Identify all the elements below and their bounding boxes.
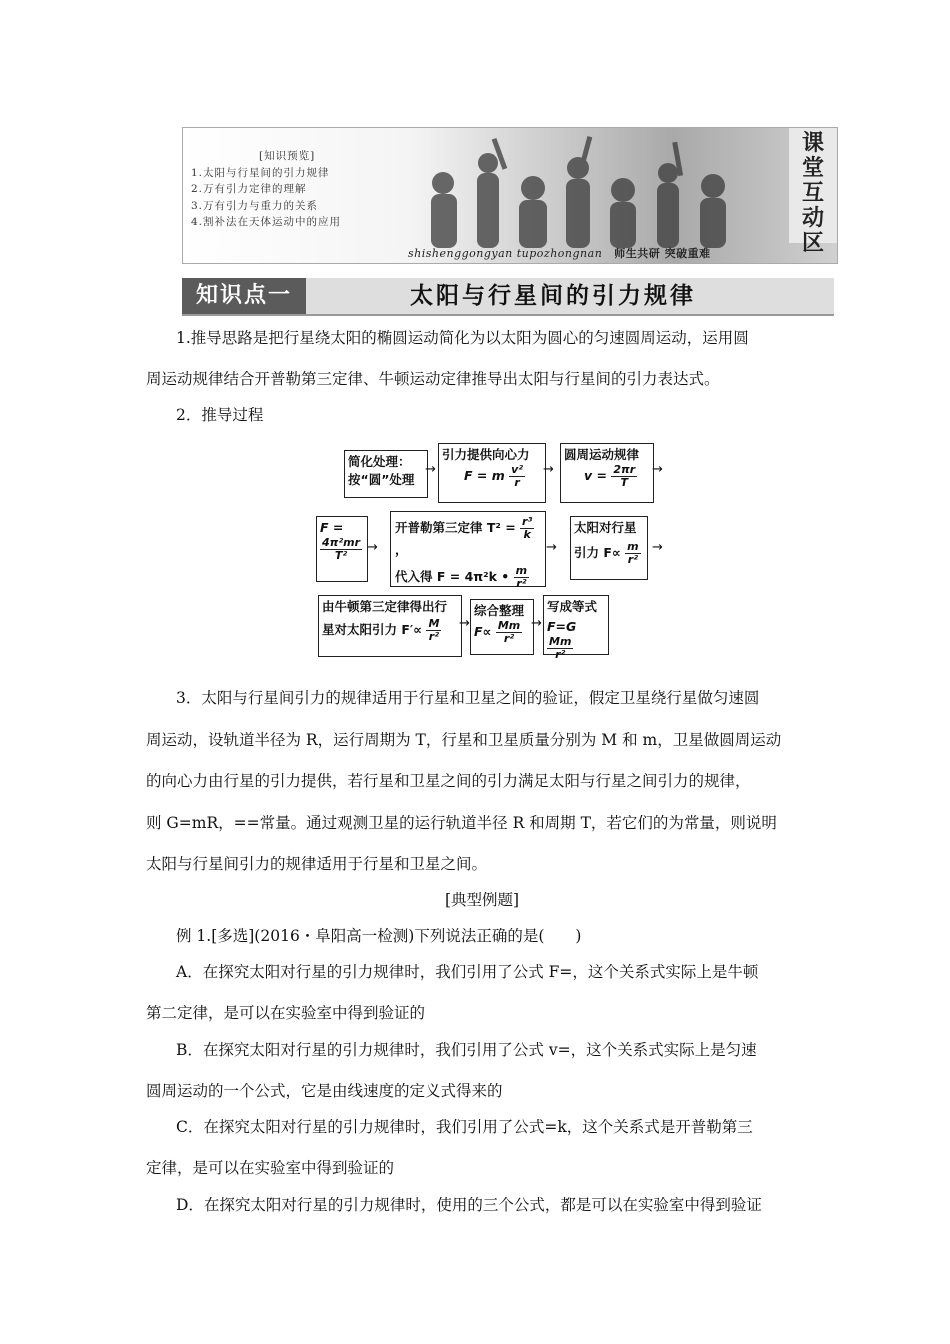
slogan-text: 师生共研 突破重难 (614, 247, 711, 260)
arrow-icon: → (543, 462, 554, 477)
flow-text: 由牛顿第三定律得出行 (322, 599, 448, 614)
numerator: Mm (497, 619, 521, 632)
flow-formula: F = m (464, 468, 505, 483)
flow-box-centripetal (438, 443, 546, 503)
paragraph-line: 则 G=mR，==常量。通过观测卫星的运行轨道半径 R 和周期 T，若它们的为常量，则说明 (146, 814, 777, 832)
flow-box-combine (470, 599, 534, 655)
paragraph-line: 1.推导思路是把行星绕太阳的椭圆运动简化为以太阳为圆心的匀速圆周运动，运用圆 (176, 329, 749, 347)
option-b-line: B．在探究太阳对行星的引力规律时，我们引用了公式 v=，这个关系式实际上是匀速 (176, 1041, 757, 1059)
paragraph-line: 3．太阳与行星间引力的规律适用于行星和卫星之间的验证，假定卫星绕行星做匀速圆 (176, 689, 760, 707)
paragraph-line: 的向心力由行星的引力提供，若行星和卫星之间的引力满足太阳与行星之间引力的规律， (146, 772, 751, 790)
banner-subtitle (408, 245, 711, 261)
flow-box-newton-third (318, 595, 462, 657)
flow-text: 引力 F∝ (574, 545, 621, 560)
numerator: M (428, 617, 440, 630)
preview-title: [知识预览] (259, 150, 316, 162)
example-heading: [典型例题] (445, 891, 520, 909)
knowledge-point-tag: 知识点一 (182, 278, 306, 314)
arrow-icon: → (652, 540, 663, 555)
example-stem: 例 1.[多选](2016・阜阳高一检测)下列说法正确的是( ) (176, 927, 582, 945)
arrow-icon: → (652, 462, 663, 477)
flow-text: 开普勒第三定律 T² = (395, 520, 516, 535)
arrow-icon: → (425, 462, 436, 477)
flow-box-force (316, 516, 368, 582)
title-char: 课 (801, 131, 824, 156)
flow-box-kepler: 开普勒第三定律 T² = $\frac{\text{r³}}{k}$ ， 代入得 F = 4π²k • $\frac{m}{\text{r²}}$ (390, 511, 546, 587)
arrow-icon: → (367, 540, 378, 555)
fraction (625, 541, 640, 566)
classroom-section-title (789, 128, 837, 256)
flow-text: 简化处理： (348, 454, 411, 469)
denominator: T (620, 476, 628, 489)
denominator: k (523, 528, 531, 541)
flow-text: 按“圆”处理 (348, 472, 415, 487)
fraction (547, 636, 573, 661)
arrow-icon: → (546, 540, 557, 555)
knowledge-preview (191, 148, 341, 231)
flow-text: 星对太阳引力 F′∝ (322, 622, 423, 637)
title-char: 区 (801, 231, 824, 256)
paragraph-line: 太阳与行星间引力的规律适用于行星和卫星之间。 (146, 855, 488, 873)
flow-formula: v = (584, 468, 607, 483)
option-a-line: A．在探究太阳对行星的引力规律时，我们引用了公式 F=，这个关系式实际上是牛顿 (176, 963, 759, 981)
flow-box-equation (543, 595, 609, 661)
classroom-crowd-image (413, 128, 753, 248)
denominator: r² (627, 553, 639, 566)
title-char: 动 (801, 206, 824, 231)
fraction (509, 464, 525, 489)
option-a-line: 第二定律，是可以在实验室中得到验证的 (146, 1004, 426, 1022)
fraction (514, 565, 529, 590)
flow-text: 引力提供向心力 (442, 447, 530, 462)
denominator: T² (334, 549, 348, 562)
denominator: r (514, 476, 520, 489)
option-c-line: C．在探究太阳对行星的引力规律时，我们引用了公式=k，这个关系式是开普勒第三 (176, 1118, 753, 1136)
arrow-icon: → (531, 616, 542, 631)
numerator: 4π²mr (322, 536, 361, 549)
section-banner (182, 127, 838, 264)
preview-item: 4.割补法在天体运动中的应用 (191, 216, 342, 228)
knowledge-point-header (182, 278, 834, 316)
fraction (426, 618, 441, 643)
flow-box-sun-on-planet (570, 516, 648, 580)
flow-formula: F∝ (474, 624, 492, 639)
numerator: v² (511, 463, 524, 476)
numerator: m (515, 564, 528, 577)
fraction (611, 464, 637, 489)
option-d-line: D．在探究太阳对行星的引力规律时，使用的三个公式，都是可以在实验室中得到验证 (176, 1196, 762, 1214)
option-c-line: 定律，是可以在实验室中得到验证的 (146, 1159, 395, 1177)
numerator: m (627, 540, 639, 553)
denominator: r² (555, 648, 566, 661)
fraction (520, 516, 534, 541)
flow-box-circular-motion (560, 443, 654, 503)
flow-text: 代入得 F = 4π²k • (395, 569, 510, 584)
paragraph-line: 周运动规律结合开普勒第三定律、牛顿运动定律推导出太阳与行星间的引力表达式。 (146, 370, 720, 388)
preview-item: 1.太阳与行星间的引力规律 (191, 166, 330, 179)
preview-item: 2.万有引力定律的理解 (191, 183, 307, 195)
title-char: 堂 (801, 156, 824, 181)
fraction (496, 620, 522, 645)
numerator: Mm (549, 635, 572, 648)
numerator: 2πr (613, 463, 636, 476)
denominator: r² (516, 577, 527, 590)
flow-formula: F = (320, 520, 344, 535)
paragraph-line: 周运动，设轨道半径为 R，运行周期为 T，行星和卫星质量分别为 M 和 m，卫星做圆周运动 (146, 731, 782, 749)
flow-text: 写成等式 (547, 599, 598, 614)
option-b-line: 圆周运动的一个公式，它是由线速度的定义式得来的 (146, 1082, 503, 1100)
denominator: r² (503, 632, 515, 645)
flow-box-simplify (344, 450, 428, 498)
flow-text: 圆周运动规律 (564, 447, 640, 462)
denominator: r² (428, 630, 440, 643)
flow-text: 太阳对行星 (574, 520, 637, 535)
numerator: r³ (522, 515, 533, 528)
preview-item: 3.万有引力与重力的关系 (191, 199, 319, 212)
flow-formula: F=G (547, 619, 577, 634)
fraction (320, 537, 362, 562)
pinyin-text: shishenggongyan tupozhongnan (408, 247, 603, 260)
title-char: 互 (801, 181, 824, 206)
knowledge-point-title: 太阳与行星间的引力规律 (410, 283, 696, 309)
flow-text: 综合整理 (474, 603, 525, 618)
arrow-icon: → (459, 616, 470, 631)
paragraph-heading: 2．推导过程 (176, 406, 264, 424)
